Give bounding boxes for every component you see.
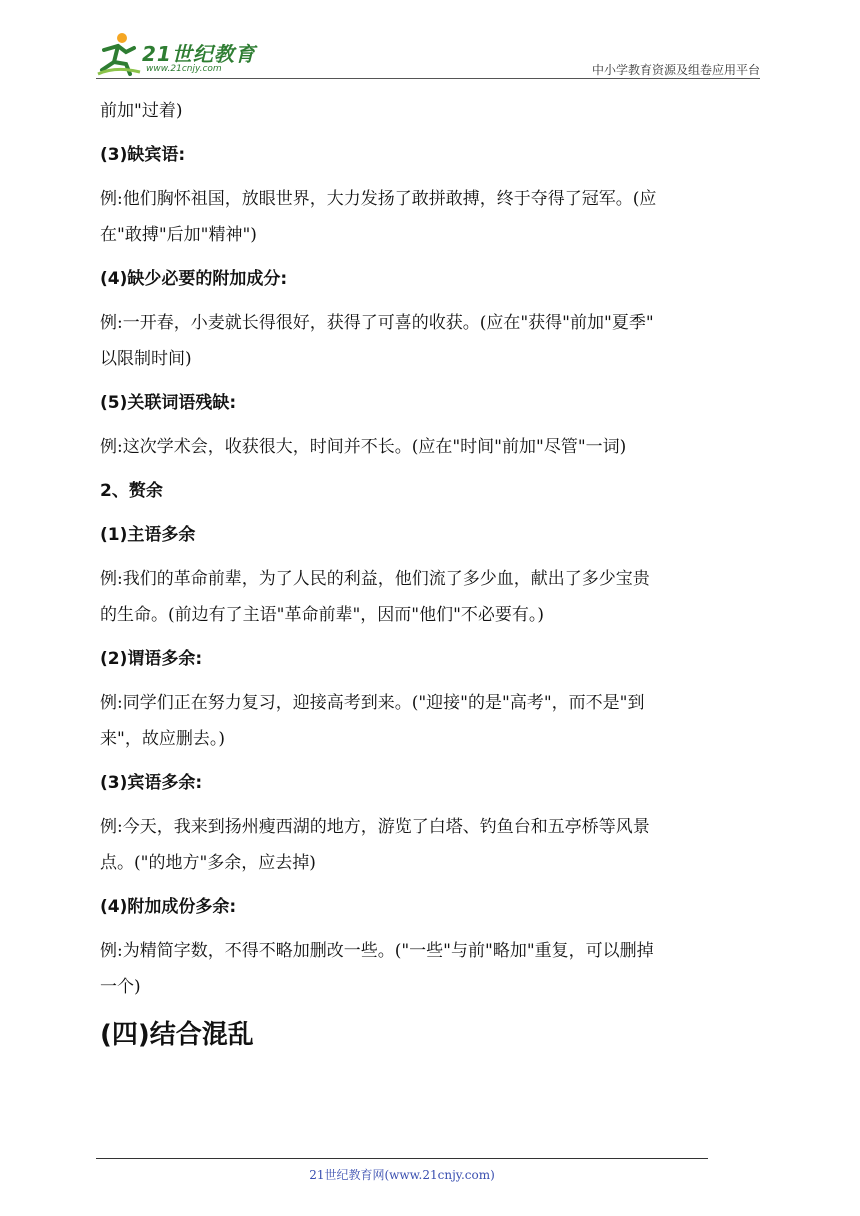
subheading: (3)缺宾语:: [100, 145, 186, 165]
text-line: 例:同学们正在努力复习，迎接高考到来。("迎接"的是"高考"，而不是"到: [100, 693, 645, 713]
subheading: (5)关联词语残缺:: [100, 393, 237, 413]
section-heading: (四)结合混乱: [100, 1020, 254, 1050]
text-line: 来"，故应删去。): [100, 729, 225, 749]
text-line: 例:一开春，小麦就长得很好，获得了可喜的收获。(应在"获得"前加"夏季": [100, 313, 654, 333]
text-line: 的生命。(前边有了主语"革命前辈"，因而"他们"不必要有。): [100, 605, 545, 625]
subheading: (4)缺少必要的附加成分:: [100, 269, 288, 289]
text-line: 例:我们的革命前辈，为了人民的利益，他们流了多少血，献出了多少宝贵: [100, 569, 650, 589]
subheading: (1)主语多余: [100, 525, 196, 545]
text-line: 例:今天，我来到扬州瘦西湖的地方，游览了白塔、钓鱼台和五亭桥等风景: [100, 817, 650, 837]
text-line: 例:他们胸怀祖国，放眼世界，大力发扬了敢拼敢搏，终于夺得了冠军。(应: [100, 189, 657, 209]
text-line: 前加"过着): [100, 101, 183, 121]
footer-divider: [96, 1158, 708, 1159]
text-line: 以限制时间): [100, 349, 192, 369]
platform-title: 中小学教育资源及组卷应用平台: [591, 63, 760, 77]
footer-link[interactable]: 21世纪教育网(www.21cnjy.com): [309, 1168, 495, 1182]
page-header: [96, 30, 760, 80]
site-logo[interactable]: [96, 30, 266, 78]
subheading: (4)附加成份多余:: [100, 897, 237, 917]
text-line: 在"敢搏"后加"精神"): [100, 225, 257, 245]
subheading: (3)宾语多余:: [100, 773, 203, 793]
text-line: 一个): [100, 977, 141, 997]
text-line: 例:这次学术会，收获很大，时间并不长。(应在"时间"前加"尽管"一词): [100, 437, 627, 457]
text-line: 点。("的地方"多余，应去掉): [100, 853, 316, 873]
logo-url: www.21cnjy.com: [146, 64, 222, 74]
header-divider: [96, 78, 760, 79]
text-line: 例:为精简字数，不得不略加删改一些。("一些"与前"略加"重复，可以删掉: [100, 941, 654, 961]
subheading: (2)谓语多余:: [100, 649, 203, 669]
document-body: [100, 100, 762, 1050]
logo-text: 21世纪教育: [142, 42, 256, 66]
section-subheading: 2、赘余: [100, 481, 163, 501]
runner-icon: [96, 30, 142, 78]
